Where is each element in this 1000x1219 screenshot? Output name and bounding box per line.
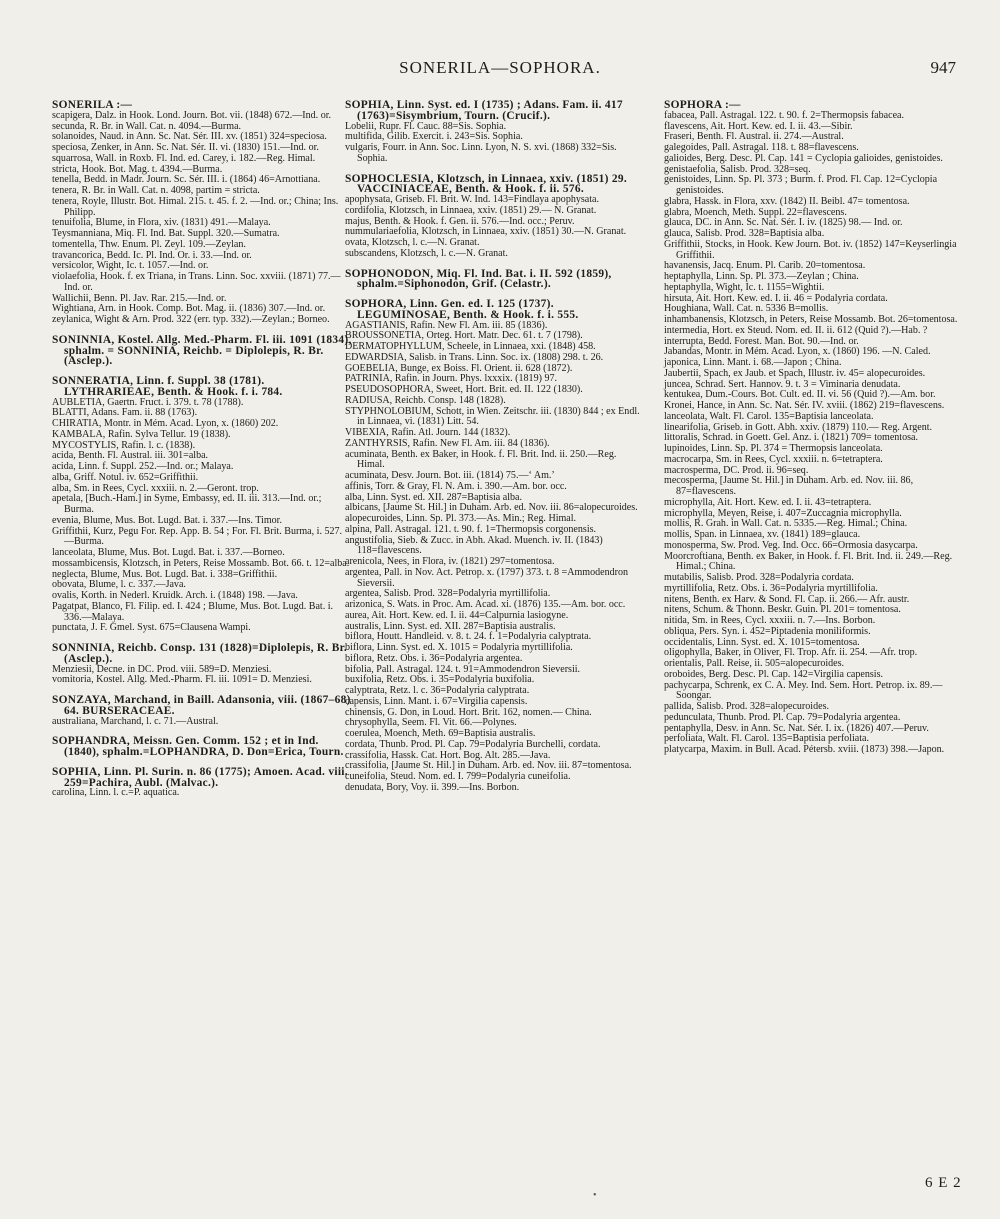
entry-line: scapigera, Dalz. in Hook. Lond. Journ. Bot. vii. (1848) 672.—Ind. or. — [52, 109, 332, 121]
entry-line: flavescens, Ait. Hort. Kew. ed. I. ii. 43.—Sibir. — [664, 120, 853, 132]
entry-line: EDWARDSIA, Salisb. in Trans. Linn. Soc. ix. (1808) 298. t. 26. — [345, 351, 604, 363]
entry-line: speciosa, Zenker, in Ann. Sc. Nat. Sér. II. vi. (1830) 151.—Ind. or. — [52, 142, 319, 153]
entry-heading: SONNINIA, Reichb. Consp. 131 (1828)=Diplolepis, R. Br. (Asclep.). — [52, 642, 348, 665]
entry-line: crassifolia, [Jaume St. Hil.] in Duham. Arb. ed. Nov. iii. 87=tomentosa. — [345, 760, 632, 772]
entry-line: glabra, Moench, Meth. Suppl. 22=flavescens. — [664, 206, 847, 218]
entry-line: genistoides, Linn. Sp. Pl. 373 ; Burm. f. Prod. Fl. Cap. 12=Cyclopia genistoides. — [664, 174, 938, 196]
entry-line: monosperma, Sw. Prod. Veg. Ind. Occ. 66=Ormosia dasycarpa. — [664, 539, 918, 551]
entry-line: tenella, Bedd. in Madr. Journ. Sc. Sér. III. i. (1864) 46=Arnottiana. — [52, 174, 321, 186]
entry-line: VIBEXIA, Rafin. Atl. Journ. 144 (1832). — [345, 427, 511, 438]
entry-line: zeylanica, Wight & Arn. Prod. 322 (err. typ. 332).—Zeylan.; Borneo. — [52, 314, 330, 325]
entry-line: myrtillifolia, Retz. Obs. i. 36=Podalyria myrtillifolia. — [664, 582, 878, 594]
entry-line: multifida, Gilib. Exercit. i. 243=Sis. Sophia. — [345, 131, 523, 143]
entry-line: versicolor, Wight, Ic. t. 1057.—Ind. or. — [52, 260, 209, 272]
entry-line: platycarpa, Maxim. in Bull. Acad. Pétersb. xviii. (1873) 398.—Japon. — [664, 744, 945, 755]
entry-line: tenera, R. Br. in Wall. Cat. n. 4098, partim = stricta. — [52, 185, 260, 196]
entry-line: ZANTHYRSIS, Rafin. New Fl. Am. iii. 84 (1836). — [345, 437, 550, 449]
entry-line: interrupta, Bedd. Forest. Man. Bot. 90.—Ind. or. — [664, 335, 859, 347]
entry-line: arizonica, S. Wats. in Proc. Am. Acad. xi. (1876) 135.—Am. bor. occ. — [345, 599, 626, 610]
entry-line: ovalis, Korth. in Nederl. Kruidk. Arch. i. (1848) 198. —Java. — [52, 590, 298, 601]
entry-line: angustifolia, Sieb. & Zucc. in Abh. Akad. Muench. iv. II. (1843) 118=flavescens. — [345, 534, 603, 557]
entry-line: STYPHNOLOBIUM, Schott, in Wien. Zeitschr. iii. (1830) 844 ; ex Endl. in Linnaea, vi. (1831) Litt. 54. — [345, 405, 640, 428]
entry-line: galioides, Berg. Desc. Pl. Cap. 141 = Cyclopia galioides, genistoides. — [664, 152, 943, 164]
entry-line: nitida, Sm. in Rees, Cycl. xxxiii. n. 7.—Ins. Borbon. — [664, 615, 876, 626]
entry-line: CHIRATIA, Montr. in Mém. Acad. Lyon, x. (1860) 202. — [52, 418, 279, 429]
index-entry — [664, 100, 964, 756]
entry-line: Wallichii, Benn. Pl. Jav. Rar. 215.—Ind. or. — [52, 292, 227, 304]
entry-line: heptaphylla, Wight, Ic. t. 1155=Wightii. — [664, 281, 825, 293]
entry-line: secunda, R. Br. in Wall. Cat. n. 4094.—Burma. — [52, 120, 242, 132]
entry-line: coerulea, Moench, Meth. 69=Baptisia australis. — [345, 728, 536, 739]
entry-line: KAMBALA, Rafin. Sylva Tellur. 19 (1838). — [52, 428, 231, 440]
entry-line: macrocarpa, Sm. in Rees, Cycl. xxxiii. n. 6=tetraptera. — [664, 453, 883, 465]
index-entry — [52, 335, 352, 367]
entry-line: arenicola, Nees, in Flora, iv. (1821) 297=tomentosa. — [345, 556, 555, 567]
page-number: 947 — [930, 58, 956, 77]
entry-line: ovata, Klotzsch, l. c.—N. Granat. — [345, 237, 480, 248]
entry-line: chinensis, G. Don, in Loud. Hort. Brit. 162, nomen.— China. — [345, 706, 592, 718]
entry-line: neglecta, Blume, Mus. Bot. Lugd. Bat. i. 338=Griffithii. — [52, 568, 278, 580]
entry-line: tomentella, Thw. Enum. Pl. Zeyl. 109.—Zeylan. — [52, 238, 246, 250]
entry-line: havanensis, Jacq. Enum. Pl. Carib. 20=tomentosa. — [664, 260, 866, 272]
entry-line: intermedia, Hort. ex Steud. Nom. ed. II. ii. 612 (Quid ?).—Hab. ? — [664, 324, 928, 336]
entry-line: acuminata, Desv. Journ. Bot. iii. (1814) 75.—‘ Am.’ — [345, 470, 555, 481]
entry-line: AUBLETIA, Gaertn. Fruct. i. 379. t. 78 (1788). — [52, 396, 244, 408]
entry-line: kentukea, Dum.-Cours. Bot. Cult. ed. II. vi. 56 (Quid ?).—Am. bor. — [664, 389, 936, 401]
entry-line: acida, Benth. Fl. Austral. iii. 301=alba. — [52, 450, 209, 462]
entry-line: glauca, Salisb. Prod. 328=Baptisia alba. — [664, 228, 825, 239]
entry-heading: SONINNIA, Kostel. Allg. Med.-Pharm. Fl. iii. 1091 (1834), sphalm. = SONNINIA, Reichb. = Diplolepis, R. Br. (Asclep.). — [52, 333, 352, 368]
entry-line: lupinoides, Linn. Sp. Pl. 374 = Thermopsis lanceolata. — [664, 443, 883, 454]
column-3 — [664, 100, 964, 765]
entry-line: Jabandas, Montr. in Mém. Acad. Lyon, x. (1860) 196. —N. Caled. — [664, 346, 931, 358]
entry-line: squarrosa, Wall. in Roxb. Fl. Ind. ed. Carey, i. 182.—Reg. Himal. — [52, 152, 316, 164]
entry-line: cuneifolia, Steud. Nom. ed. I. 799=Podalyria cuneifolia. — [345, 771, 571, 782]
entry-line: lanceolata, Walt. Fl. Carol. 135=Baptisia lanceolata. — [664, 410, 874, 422]
entry-line: Fraseri, Benth. Fl. Austral. ii. 274.—Austral. — [664, 131, 844, 143]
index-entry — [345, 269, 645, 291]
entry-line: capensis, Linn. Mant. i. 67=Virgilia capensis. — [345, 695, 528, 707]
entry-line: acuminata, Benth. ex Baker, in Hook. f. Fl. Brit. Ind. ii. 250.—Reg. Himal. — [345, 448, 617, 471]
entry-line: majus, Benth. & Hook. f. Gen. ii. 576.—Ind. occ.; Peruv. — [345, 215, 575, 227]
entry-line: nummulariaefolia, Klotzsch, in Linnaea, xxiv. (1851) 30.—N. Granat. — [345, 226, 627, 238]
entry-line: evenia, Blume, Mus. Bot. Lugd. Bat. i. 337.—Ins. Timor. — [52, 514, 282, 526]
entry-line: mossambicensis, Klotzsch, in Peters, Reise Mossamb. Bot. 66. t. 12=alba. — [52, 557, 350, 569]
entry-line: japonica, Linn. Mant. i. 68.—Japon ; China. — [664, 357, 842, 368]
column-1 — [52, 100, 352, 808]
entry-heading: SOPHIA, Linn. Pl. Surin. n. 86 (1775); Amoen. Acad. viii. 259=Pachira, Aubl. (Malvac.). — [52, 765, 348, 789]
entry-line: argentea, Pall. in Nov. Act. Petrop. x. (1797) 373. t. 8 =Ammodendron Sieversii. — [345, 566, 629, 589]
entry-line: albicans, [Jaume St. Hil.] in Duham. Arb. ed. Nov. iii. 86=alopecuroides. — [345, 502, 638, 514]
entry-line: biflora, Retz. Obs. i. 36=Podalyria argentea. — [345, 652, 523, 664]
entry-line: oligophylla, Baker, in Oliver, Fl. Trop. Afr. ii. 254. —Afr. trop. — [664, 647, 918, 659]
entry-line: pentaphylla, Desv. in Ann. Sc. Nat. Sér. I. ix. (1826) 407.—Peruv. — [664, 722, 929, 734]
entry-heading: SOPHORA, Linn. Gen. ed. I. 125 (1737). LEGUMINOSAE, Benth. & Hook. f. i. 555. — [345, 298, 579, 321]
index-entry — [52, 376, 352, 634]
entry-line: nitens, Benth. ex Harv. & Sond. Fl. Cap. ii. 266.— Afr. austr. — [664, 593, 910, 605]
entry-heading: SOPHORA :— — [664, 99, 741, 111]
entry-line: genistaefolia, Salisb. Prod. 328=seq. — [664, 163, 811, 175]
entry-line: juncea, Schrad. Sert. Hannov. 9. t. 3 = Viminaria denudata. — [664, 378, 901, 390]
entry-line: lanceolata, Blume, Mus. Bot. Lugd. Bat. i. 337.—Borneo. — [52, 547, 285, 558]
entry-heading: SONZAYA, Marchand, in Baill. Adansonia, viii. (1867–68) 64. BURSERACEAE. — [52, 694, 351, 717]
entry-line: alba, Sm. in Rees, Cycl. xxxiii. n. 2.—Geront. trop. — [52, 482, 259, 494]
entry-line: PSEUDOSOPHORA, Sweet, Hort. Brit. ed. II. 122 (1830). — [345, 384, 583, 395]
entry-line: mollis, R. Grah. in Wall. Cat. n. 5335.—Reg. Himal.; China. — [664, 518, 908, 530]
index-entry — [52, 736, 352, 758]
entry-line: apetala, [Buch.-Ham.] in Syme, Embassy, ed. II. iii. 313.—Ind. or.; Burma. — [52, 493, 322, 515]
entry-line: occidentalis, Linn. Syst. ed. X. 1015=tomentosa. — [664, 636, 860, 648]
entry-line: oroboides, Berg. Desc. Pl. Cap. 142=Virgilia capensis. — [664, 668, 883, 680]
entry-line: inhambanensis, Klotzsch, in Peters, Reise Mossamb. Bot. 26=tomentosa. — [664, 314, 958, 325]
entry-line: MYCOSTYLIS, Rafin. l. c. (1838). — [52, 439, 196, 451]
entry-line: crassifolia, Hassk. Cat. Hort. Bog. Alt. 285.—Java. — [345, 749, 551, 761]
entry-line: Griffithii, Kurz, Pegu For. Rep. App. B. 54 ; For. Fl. Brit. Burma, i. 527.—Burma. — [52, 525, 343, 548]
index-entry — [52, 100, 352, 326]
entry-line: violaefolia, Hook. f. ex Triana, in Trans. Linn. Soc. xxviii. (1871) 77.—Ind. or. — [52, 271, 341, 293]
entry-line: hirsuta, Ait. Hort. Kew. ed. I. ii. 46 = Podalyria cordata. — [664, 292, 888, 304]
entry-line: chrysophylla, Seem. Fl. Vit. 66.—Polynes. — [345, 717, 517, 729]
entry-line: cordifolia, Klotzsch, in Linnaea, xxiv. (1851) 29.— N. Granat. — [345, 204, 597, 216]
index-entry — [52, 695, 352, 727]
entry-line: Menziesii, Decne. in DC. Prod. viii. 589=D. Menziesi. — [52, 663, 272, 675]
entry-line: subscandens, Klotzsch, l. c.—N. Granat. — [345, 247, 508, 259]
entry-line: stricta, Hook. Bot. Mag. t. 4394.—Burma. — [52, 163, 223, 175]
entry-line: obovata, Blume, l. c. 337.—Java. — [52, 579, 186, 591]
column-2 — [345, 100, 645, 803]
entry-line: pachycarpa, Schrenk, ex C. A. Mey. Ind. Sem. Hort. Petrop. ix. 89.—Soongar. — [664, 679, 943, 702]
entry-line: pedunculata, Thunb. Prod. Pl. Cap. 79=Podalyria argentea. — [664, 711, 901, 723]
running-title: SONERILA—SOPHORA. — [399, 58, 601, 77]
entry-line: australis, Linn. Syst. ed. XII. 287=Baptisia australis. — [345, 620, 556, 632]
entry-line: heptaphylla, Linn. Sp. Pl. 373.—Zeylan ; China. — [664, 271, 859, 282]
entry-line: Lobelii, Rupr. Fl. Cauc. 88=Sis. Sophia. — [345, 120, 507, 132]
entry-line: Kronei, Hance, in Ann. Sc. Nat. Sér. IV. xviii. (1862) 219=flavescens. — [664, 400, 945, 411]
entry-heading: SONNERATIA, Linn. f. Suppl. 38 (1781). LYTHRARIEAE, Benth. & Hook. f. i. 784. — [52, 375, 283, 398]
entry-line: carolina, Linn. l. c.=P. aquatica. — [52, 787, 180, 799]
entry-heading: SOPHONODON, Miq. Fl. Ind. Bat. i. II. 592 (1859), sphalm.=Siphonodon, Grif. (Celastr.). — [345, 267, 612, 291]
entry-line: glauca, DC. in Ann. Sc. Nat. Sér. I. iv. (1825) 98.— Ind. or. — [664, 217, 903, 229]
index-entry — [52, 643, 352, 686]
entry-line: argentea, Salisb. Prod. 328=Podalyria myrtillifolia. — [345, 588, 551, 600]
entry-line: nitens, Schum. & Thonn. Beskr. Guin. Pl. 201= tomentosa. — [664, 604, 901, 616]
entry-line: biflora, Linn. Syst. ed. X. 1015 = Podalyria myrtillifolia. — [345, 642, 573, 653]
entry-line: vomitoria, Kostel. Allg. Med.-Pharm. Fl. iii. 1091= D. Menziesi. — [52, 674, 312, 686]
entry-line: australiana, Marchand, l. c. 71.—Austral. — [52, 715, 219, 727]
entry-line: fabacea, Pall. Astragal. 122. t. 90. f. 2=Thermopsis fabacea. — [664, 109, 905, 121]
entry-line: perfoliata, Walt. Fl. Carol. 135=Baptisia perfoliata. — [664, 733, 869, 745]
entry-line: DERMATOPHYLLUM, Scheele, in Linnaea, xxi. (1848) 458. — [345, 341, 596, 352]
index-entry — [345, 299, 645, 794]
entry-line: alba, Griff. Notul. iv. 652=Griffithii. — [52, 471, 199, 483]
entry-line: alba, Linn. Syst. ed. XII. 287=Baptisia alba. — [345, 491, 522, 503]
entry-line: punctata, J. F. Gmel. Syst. 675=Clausena Wampi. — [52, 622, 251, 634]
entry-line: alpina, Pall. Astragal. 121. t. 90. f. 1=Thermopsis corgonensis. — [345, 523, 597, 535]
entry-line: travancorica, Bedd. Ic. Pl. Ind. Or. i. 33.—Ind. or. — [52, 249, 252, 261]
entry-line: RADIUSA, Reichb. Consp. 148 (1828). — [345, 394, 506, 406]
entry-line: Pagatpat, Blanco, Fl. Filip. ed. I. 424 ; Blume, Mus. Bot. Lugd. Bat. i. 336.—Malaya. — [52, 600, 334, 623]
entry-line: linearifolia, Griseb. in Gott. Abh. xxiv. (1879) 110.— Reg. Argent. — [664, 421, 933, 433]
entry-line: aurea, Ait. Hort. Kew. ed. I. ii. 44=Calpurnia lasiogyne. — [345, 609, 569, 621]
entry-line: Houghiana, Wall. Cat. n. 5336 B=mollis. — [664, 303, 829, 315]
print-speck: • — [593, 1190, 597, 1201]
entry-line: mutabilis, Salisb. Prod. 328=Podalyria cordata. — [664, 572, 854, 583]
entry-line: galegoides, Pall. Astragal. 118. t. 88=flavescens. — [664, 142, 859, 153]
entry-line: AGASTIANIS, Rafin. New Fl. Am. iii. 85 (1836). — [345, 319, 548, 331]
entry-line: Jaubertii, Spach, ex Jaub. et Spach, Illustr. iv. 45= alopecuroides. — [664, 367, 926, 379]
entry-line: BROUSSONETIA, Orteg. Hort. Matr. Dec. 61. t. 7 (1798). — [345, 330, 583, 342]
entry-line: affinis, Torr. & Gray, Fl. N. Am. i. 390.—Am. bor. occ. — [345, 480, 567, 492]
entry-line: obliqua, Pers. Syn. i. 452=Piptadenia moniliformis. — [664, 625, 871, 637]
index-entry — [52, 767, 352, 799]
entry-line: tenera, Royle, Illustr. Bot. Himal. 215. t. 45. f. 2. —Ind. or.; China; Ins. Philipp. — [52, 195, 339, 218]
entry-line: apophysata, Griseb. Fl. Brit. W. Ind. 143=Findlaya apophysata. — [345, 194, 600, 205]
entry-line: Teysmanniana, Miq. Fl. Ind. Bat. Suppl. 320.—Sumatra. — [52, 228, 280, 239]
entry-heading: SOPHANDRA, Meissn. Gen. Comm. 152 ; et in Ind. (1840), sphalm.=LOPHANDRA, D. Don=Erica, Tourn. — [52, 735, 344, 758]
index-entry — [345, 100, 645, 165]
entry-heading: SOPHOCLESIA, Klotzsch, in Linnaea, xxiv. (1851) 29. VACCINIACEAE, Benth. & Hook. f. ii. 576. — [345, 172, 628, 196]
entry-line: buxifolia, Retz. Obs. i. 35=Podalyria buxifolia. — [345, 674, 535, 686]
entry-line: mollis, Span. in Linnaea, xv. (1841) 189=glauca. — [664, 529, 861, 540]
entry-line: denudata, Bory, Voy. ii. 399.—Ins. Borbon. — [345, 781, 520, 793]
entry-line: Wightiana, Arn. in Hook. Comp. Bot. Mag. ii. (1836) 307.—Ind. or. — [52, 303, 326, 315]
entry-line: bifolia, Pall. Astragal. 124. t. 91=Ammodendron Sieversii. — [345, 663, 581, 675]
entry-line: pallida, Salisb. Prod. 328=alopecuroides. — [664, 701, 829, 712]
entry-heading: SONERILA :— — [52, 99, 133, 111]
entry-line: Moorcroftiana, Benth. ex Baker, in Hook. f. Fl. Brit. Ind. ii. 249.—Reg. Himal.; China. — [664, 550, 953, 573]
entry-line: orientalis, Pall. Reise, ii. 505=alopecuroides. — [664, 658, 845, 669]
entry-line: microphylla, Meyen, Reise, i. 407=Zuccagnia microphylla. — [664, 507, 902, 519]
printer-signature: 6 E 2 — [925, 1175, 962, 1191]
entry-heading: SOPHIA, Linn. Syst. ed. I (1735) ; Adans. Fam. ii. 417 (1763)=Sisymbrium, Tourn. (Crucif.). — [345, 99, 623, 122]
entry-line: acida, Linn. f. Suppl. 252.—Ind. or.; Malaya. — [52, 461, 234, 472]
entry-line: cordata, Thunb. Prod. Pl. Cap. 79=Podalyria Burchelli, cordata. — [345, 738, 601, 750]
entry-line: Griffithii, Stocks, in Hook. Kew Journ. Bot. iv. (1852) 147=Keyserlingia Griffithii. — [664, 238, 957, 261]
entry-line: PATRINIA, Rafin. in Journ. Phys. lxxxix. (1819) 97. — [345, 373, 558, 385]
entry-line: solanoides, Naud. in Ann. Sc. Nat. Sér. III. xv. (1851) 324=speciosa. — [52, 131, 327, 143]
entry-line: macrosperma, DC. Prod. ii. 96=seq. — [664, 464, 809, 476]
entry-line: biflora, Houtt. Handleid. v. 8. t. 24. f. 1=Podalyria calyptrata. — [345, 631, 592, 643]
entry-line: tenuifolia, Blume, in Flora, xiv. (1831) 491.—Malaya. — [52, 217, 271, 229]
entry-line: microphylla, Ait. Hort. Kew. ed. I. ii. 43=tetraptera. — [664, 496, 872, 508]
index-entry — [345, 174, 645, 260]
page-header — [0, 58, 1000, 80]
entry-line: vulgaris, Fourr. in Ann. Soc. Linn. Lyon, N. S. xvi. (1868) 332=Sis. Sophia. — [345, 142, 617, 164]
entry-line: BLATTI, Adans. Fam. ii. 88 (1763). — [52, 407, 198, 419]
entry-line: GOEBELIA, Bunge, ex Boiss. Fl. Orient. ii. 628 (1872). — [345, 362, 573, 374]
entry-line: littoralis, Schrad. in Goett. Gel. Anz. i. (1821) 709= tomentosa. — [664, 432, 919, 444]
entry-line: glabra, Hassk. in Flora, xxv. (1842) II. Beibl. 47= tomentosa. — [664, 195, 910, 207]
entry-line: mecosperma, [Jaume St. Hil.] in Duham. Arb. ed. Nov. iii. 86, 87=flavescens. — [664, 475, 914, 497]
entry-line: alopecuroides, Linn. Sp. Pl. 373.—As. Min.; Reg. Himal. — [345, 513, 577, 524]
entry-line: calyptrata, Retz. l. c. 36=Podalyria calyptrata. — [345, 685, 530, 696]
